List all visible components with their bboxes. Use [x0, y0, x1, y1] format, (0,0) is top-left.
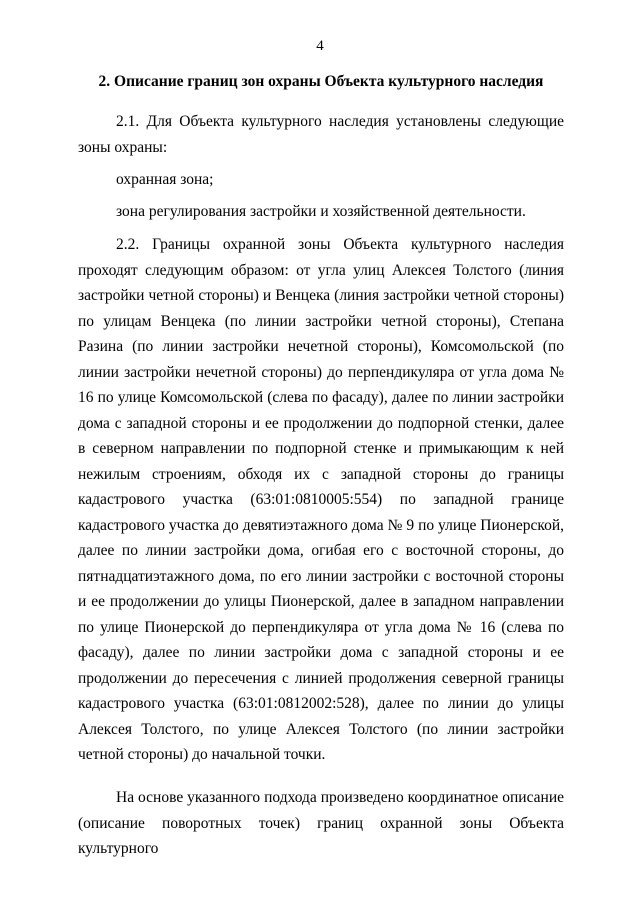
paragraph-2-2: 2.2. Границы охранной зоны Объекта культурного наследия проходят следующим образом: от угла улиц Алексея Толстого (линия застройки четной стороны) и Венцека (линия застройки четной стороны) по улицам Венцека (по линии застройки четной стороны), Степана Разина (по линии застройки нечетной стороны), Комсомольской (по линии застройки нечетной стороны) до перпендикуляра от угла дома № 16 по улице Комсомольской (слева по фасаду), далее по линии застройки дома с западной стороны и ее продолжении до подпорной стенки, далее в северном направлении по подпорной стенке и примыкающим к ней нежилым строениям, обходя их с западной стороны до границы кадастрового участка (63:01:0810005:554) по западной границе кадастрового участка до девятиэтажного дома № 9 по улице Пионерской, далее по линии застройки дома, огибая его с восточной стороны, до пятнадцатиэтажного дома, по его линии застройки с восточной стороны и ее продолжении до улицы Пионерской, далее в западном направлении по улице Пионерской до перпендикуляра от угла дома № 16 (слева по фасаду), далее по линии застройки дома с западной стороны и ее продолжении до пересечения с линией продолжения северной границы кадастрового участка (63:01:0812002:528), далее по линии до улицы Алексея Толстого, по улице Алексея Толстого (по линии застройки четной стороны) до начальной точки. [78, 236, 564, 763]
page-number: 4 [316, 38, 324, 54]
zone-item-protection: охранная зона; [116, 171, 214, 188]
paragraph-coordinate-description: На основе указанного подхода произведено координатное описание (описание поворотных точек) границ охранной зоны Объекта культурного [78, 789, 564, 857]
zone-item-development-regulation: зона регулирования застройки и хозяйственной деятельности. [116, 203, 526, 220]
section-heading: 2. Описание границ зон охраны Объекта культурного наследия [98, 73, 544, 90]
paragraph-2-1: 2.1. Для Объекта культурного наследия установлены следующие зоны охраны: [78, 113, 564, 156]
